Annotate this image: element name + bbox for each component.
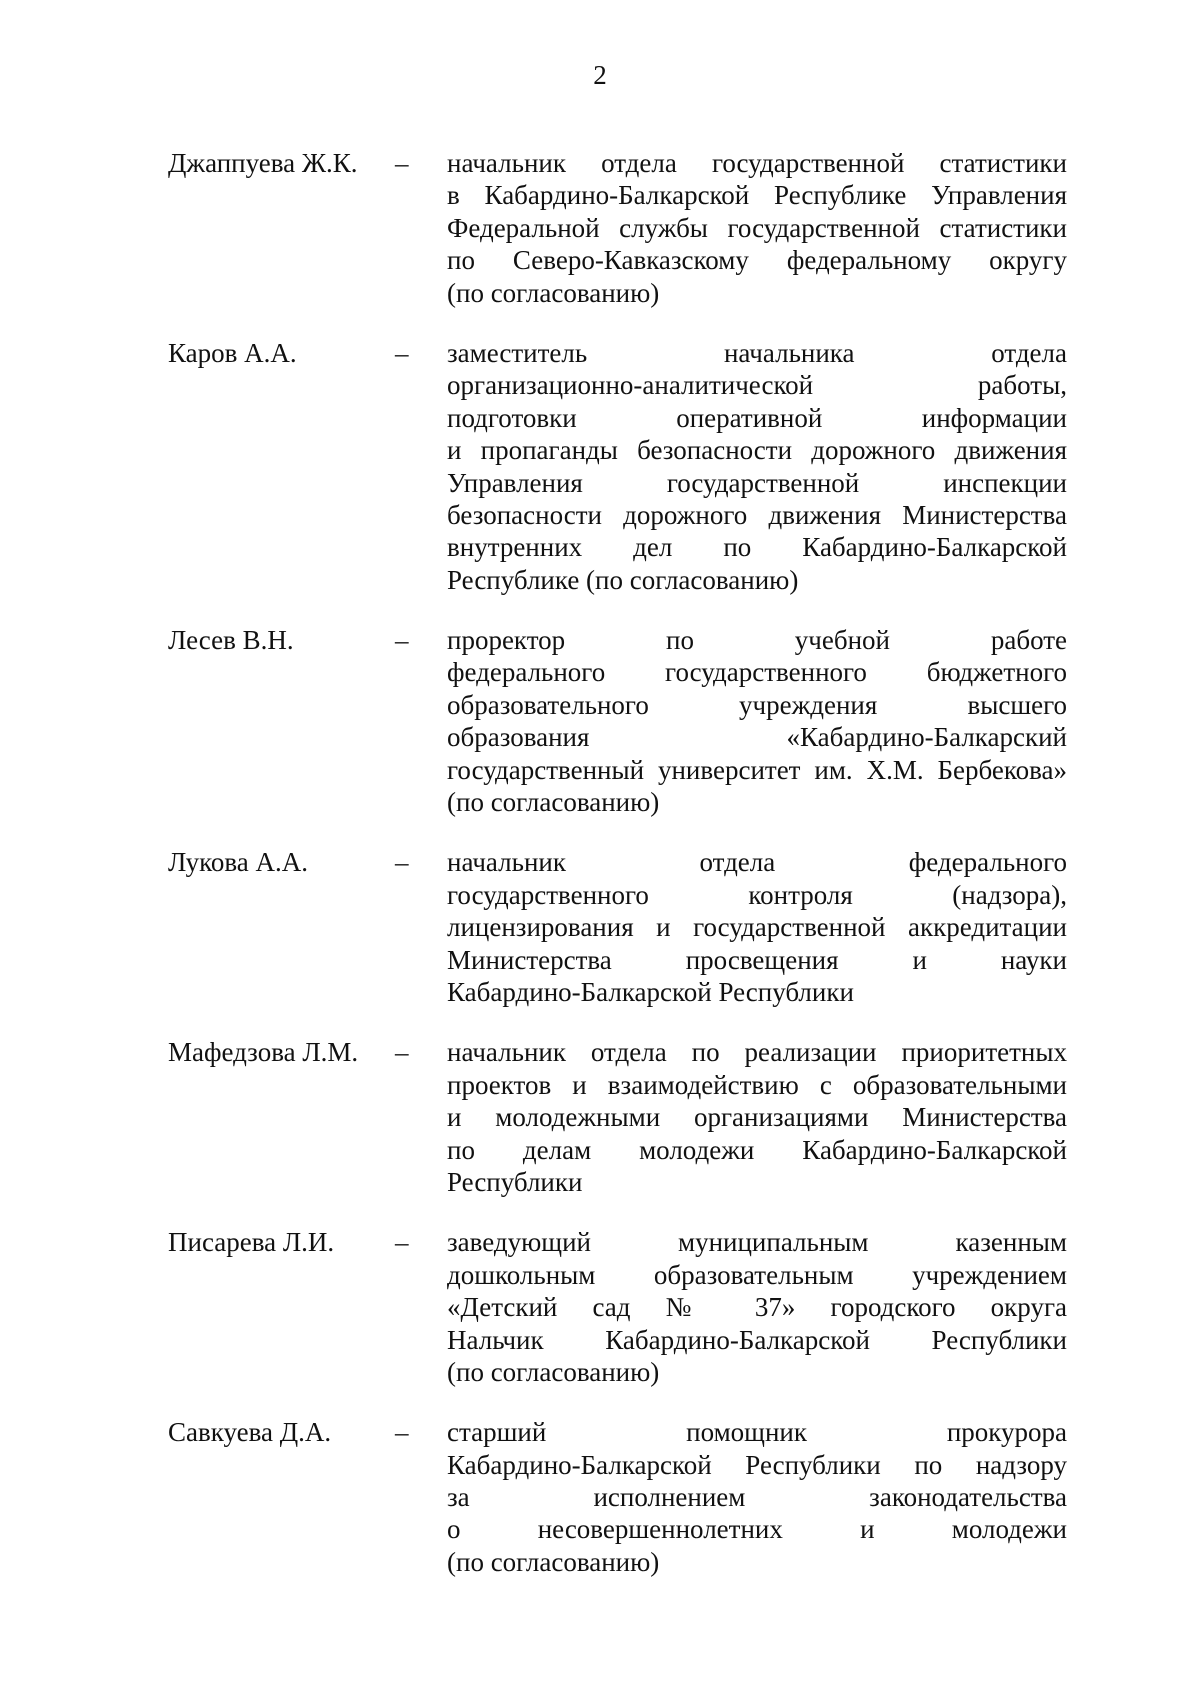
member-position <box>447 846 1067 1008</box>
member-list <box>0 147 1200 1606</box>
position-line: Республики <box>447 1166 583 1197</box>
position-line: внутренних дел по Кабардино-Балкарской <box>447 532 1067 563</box>
position-line: Кабардино-Балкарской Республики по надзору <box>447 1449 1067 1480</box>
position-line: Управления государственной инспекции <box>447 467 1067 498</box>
position-line: (по согласованию) <box>447 787 660 818</box>
member-entry <box>0 1036 1200 1198</box>
entry-dash: – <box>395 1417 409 1448</box>
member-name: Мафедзова Л.М. <box>168 1037 359 1068</box>
member-name: Савкуева Д.А. <box>168 1417 332 1448</box>
entry-dash: – <box>395 337 409 368</box>
position-line: и молодежными организациями Министерства <box>447 1102 1067 1133</box>
position-line: проректор по учебной работе <box>447 625 1067 656</box>
position-line: заместитель начальника отдела <box>447 337 1067 368</box>
position-line: по Северо-Кавказскому федеральному округу <box>447 245 1067 276</box>
member-name: Лесев В.Н. <box>168 625 294 656</box>
position-line: (по согласованию) <box>447 1546 660 1577</box>
entry-dash: – <box>395 625 409 656</box>
entry-dash: – <box>395 1037 409 1068</box>
position-line: и пропаганды безопасности дорожного движения <box>447 435 1067 466</box>
position-line: старший помощник прокурора <box>447 1417 1067 1448</box>
member-name: Писарева Л.И. <box>168 1227 335 1258</box>
member-name: Джаппуева Ж.К. <box>168 148 358 178</box>
position-line: образования «Кабардино-Балкарский <box>447 722 1067 753</box>
position-line: проектов и взаимодействию с образовательными <box>447 1069 1067 1100</box>
position-line: (по согласованию) <box>447 277 660 308</box>
entry-dash: – <box>395 1227 409 1258</box>
member-entry <box>0 846 1200 1008</box>
position-line: образовательного учреждения высшего <box>447 689 1067 720</box>
position-line: государственный университет им. Х.М. Бербекова» <box>447 754 1067 785</box>
entry-dash: – <box>395 847 409 878</box>
member-position <box>447 1226 1067 1388</box>
position-line: о несовершеннолетних и молодежи <box>447 1514 1067 1545</box>
position-line: Нальчик Кабардино-Балкарской Республики <box>447 1324 1067 1355</box>
position-line: организационно-аналитической работы, <box>447 370 1067 401</box>
position-line: лицензирования и государственной аккредитации <box>447 912 1067 943</box>
position-line: в Кабардино-Балкарской Республике Управления <box>447 180 1067 211</box>
position-line: начальник отдела федерального <box>447 847 1067 878</box>
member-position <box>447 624 1067 818</box>
position-line: подготовки оперативной информации <box>447 402 1067 433</box>
position-line: федерального государственного бюджетного <box>447 657 1067 688</box>
page-number: 2 <box>593 60 607 90</box>
member-entry <box>0 337 1200 596</box>
member-entry <box>0 1416 1200 1578</box>
position-line: дошкольным образовательным учреждением <box>447 1259 1067 1290</box>
member-entry <box>0 624 1200 818</box>
position-line: (по согласованию) <box>447 1356 660 1387</box>
member-position <box>447 337 1067 596</box>
member-entry <box>0 1226 1200 1388</box>
position-line: начальник отдела по реализации приоритетных <box>447 1037 1067 1068</box>
position-line: по делам молодежи Кабардино-Балкарской <box>447 1134 1067 1165</box>
position-line: заведующий муниципальным казенным <box>447 1227 1067 1258</box>
member-entry <box>0 147 1200 309</box>
position-line: Министерства просвещения и науки <box>447 944 1067 975</box>
position-line: государственного контроля (надзора), <box>447 879 1067 910</box>
member-name: Лукова А.А. <box>168 847 309 878</box>
member-name: Каров А.А. <box>168 337 297 368</box>
member-position <box>447 1416 1067 1578</box>
position-line: Федеральной службы государственной статистики <box>447 212 1067 243</box>
position-line: «Детский сад № 37» городского округа <box>447 1292 1067 1323</box>
position-line: начальник отдела государственной статистики <box>447 148 1067 178</box>
member-position <box>447 1036 1067 1198</box>
position-line: за исполнением законодательства <box>447 1482 1067 1513</box>
position-line: безопасности дорожного движения Министерства <box>447 499 1067 530</box>
entry-dash: – <box>395 148 409 178</box>
position-line: Кабардино-Балкарской Республики <box>447 976 854 1007</box>
position-line: Республике (по согласованию) <box>447 564 799 595</box>
member-position <box>447 147 1067 309</box>
